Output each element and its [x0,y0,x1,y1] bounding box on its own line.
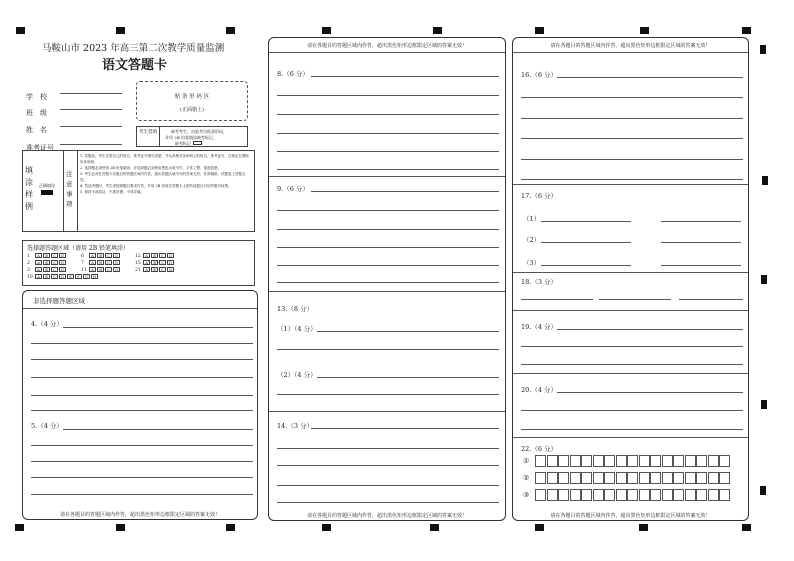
grid-cell[interactable] [650,489,661,501]
choice-row [27,267,67,273]
choice-area [22,240,255,286]
note-item: 3. 考生必须在答题卡各题目的答题区域内作答，超出答题区域书写的答案无效；在草稿纸、试题卷上答题无效。 [80,172,246,182]
choice-grid [27,253,252,285]
grid-cell[interactable] [673,489,684,501]
grid-cell[interactable] [581,489,592,501]
choice-number: 12 [135,254,141,259]
grid-cell[interactable] [627,472,638,484]
choice-bubble[interactable]: D [59,253,66,258]
choice-number: 2 [27,261,30,266]
exam-title: 马鞍山市 2023 年高三第二次教学质量监测 [42,43,225,54]
warning-text: 请在各题目的答题区域内作答，超出黑色矩形边框限定区域的答案无效！ [306,43,467,49]
registration-mark [762,176,768,185]
choice-bubble[interactable]: A [89,253,96,258]
grid-cell[interactable] [673,455,684,467]
choice-bubble[interactable]: B [151,260,158,265]
grid-cell[interactable] [593,455,604,467]
name-label: 姓 名 [26,126,47,134]
grid-cell[interactable] [708,489,719,501]
warning-text: 请在各题目的答题区域内作答，超出黑色矩形边框限定区域的答案无效！ [59,512,220,518]
choice-bubble[interactable]: E [67,274,74,279]
correct-fill-mark [41,190,53,195]
choice-bubble[interactable]: C [159,267,166,272]
registration-mark [760,486,766,495]
grid-cell[interactable] [616,489,627,501]
choice-row [81,260,121,266]
choice-bubble[interactable]: C [51,274,58,279]
registration-mark [322,524,331,531]
grid-cell[interactable] [627,489,638,501]
grid-cell[interactable] [604,489,615,501]
question-17-1-label: （1） [523,215,541,223]
registration-mark [322,27,331,34]
question-13-label: 13.（8 分） [277,305,314,313]
choice-bubble[interactable]: D [167,253,174,258]
choice-number: 3 [27,268,30,273]
note-item: 5. 保持卡面清洁，不准折叠、不得弄破。 [80,190,144,194]
examiner-text-3: 缺考标记 [175,141,191,146]
grid-row-label: ② [523,474,530,482]
choice-bubble[interactable]: A [35,267,42,272]
grid-cell[interactable] [685,472,696,484]
grid-cell[interactable] [627,455,638,467]
grid-cell[interactable] [535,489,546,501]
registration-mark [433,27,442,34]
choice-row [27,253,67,259]
grid-cell[interactable] [558,455,569,467]
non-choice-panel [22,290,258,520]
choice-number: 7 [81,261,84,266]
grid-cell[interactable] [662,489,673,501]
grid-cell[interactable] [685,455,696,467]
grid-cell[interactable] [719,489,730,501]
question-16-label: 16.（6 分） [521,71,558,79]
choice-bubble[interactable]: B [151,253,158,258]
choice-row [81,267,121,273]
choice-bubble[interactable]: A [89,260,96,265]
choice-bubble[interactable]: C [105,253,112,258]
registration-mark [16,27,25,34]
student-field-school[interactable] [26,84,126,101]
choice-bubble[interactable]: C [159,253,166,258]
choice-bubble[interactable]: C [159,260,166,265]
warning-text: 请在各题目的答题区域内作答，超出黑色矩形边框限定区域的答案无效！ [550,43,711,49]
question-17-3-label: （3） [523,259,541,267]
choice-bubble[interactable]: G [83,274,90,279]
choice-number: 21 [135,268,141,273]
grid-row-label: ① [523,457,530,465]
choice-bubble[interactable]: A [143,260,150,265]
grid-cell[interactable] [673,472,684,484]
grid-cell[interactable] [616,455,627,467]
grid-cell[interactable] [719,472,730,484]
registration-mark [116,524,125,531]
grid-cell[interactable] [696,472,707,484]
grid-cell[interactable] [616,472,627,484]
choice-number: 10 [27,275,33,280]
question-8-label: 8.（6 分） [277,70,309,78]
question-19-label: 19.（4 分） [521,323,558,331]
examiner-box [136,126,248,147]
writing-grid[interactable] [523,455,738,505]
registration-mark [760,45,766,54]
notes-list [80,153,252,195]
choice-row [135,253,175,259]
grid-cell[interactable] [650,455,661,467]
question-17-label: 17.（6 分） [521,192,558,200]
choice-bubble[interactable]: D [167,260,174,265]
question-22-label: 22.（6 分） [521,445,558,453]
student-field-exam-number[interactable] [26,135,126,152]
registration-mark [761,275,767,284]
question-20-label: 20.（4 分） [521,386,558,394]
fill-sample-title: 填涂样例 [25,166,33,211]
choice-bubble[interactable]: D [59,267,66,272]
grid-cell[interactable] [535,472,546,484]
choice-bubble[interactable]: C [105,267,112,272]
registration-mark [640,27,649,34]
question-18-label: 18.（3 分） [521,278,558,286]
choice-number: 15 [135,261,141,266]
grid-cell[interactable] [662,472,673,484]
choice-bubble[interactable]: A [143,267,150,272]
grid-cell[interactable] [604,472,615,484]
question-13-2-label: （2）（4 分） [277,371,317,379]
grid-cell[interactable] [593,489,604,501]
fill-sample-box [22,150,255,232]
registration-mark [535,27,544,34]
grid-cell[interactable] [547,472,558,484]
choice-bubble[interactable]: D [113,253,120,258]
grid-cell[interactable] [558,472,569,484]
grid-cell[interactable] [558,489,569,501]
grid-cell[interactable] [535,455,546,467]
note-item: 2. 选择题必须使用 2B 铅笔填涂；非选择题必须使用黑色水笔书写，字体工整、笔迹清楚。 [80,166,221,170]
grid-cell[interactable] [696,489,707,501]
grid-cell[interactable] [570,489,581,501]
correct-fill-label: 正确填涂 [39,183,55,188]
choice-bubble[interactable]: H [92,275,97,279]
right-panel [512,37,749,521]
choice-bubble[interactable]: A [89,267,96,272]
choice-bubble[interactable]: A [35,260,42,265]
class-label: 班 级 [26,109,47,117]
registration-mark [116,27,125,34]
student-field-name[interactable] [26,117,126,134]
grid-cell[interactable] [639,489,650,501]
registration-mark [226,524,235,531]
grid-cell[interactable] [593,472,604,484]
choice-row [81,253,121,259]
grid-cell[interactable] [547,455,558,467]
choice-bubble[interactable]: B [151,267,158,272]
choice-row [27,260,67,266]
school-label: 学 校 [26,93,47,101]
choice-bubble[interactable]: A [35,253,42,258]
choice-bubble[interactable]: B [43,260,50,265]
grid-cell[interactable] [547,489,558,501]
choice-bubble[interactable]: D [59,260,66,265]
grid-cell[interactable] [685,489,696,501]
note-item: 1. 答题前，考生先将自己的姓名、准考证号填写清楚，并认真核对条形码上的姓名、准考证号，在规定位置贴好条形码。 [80,154,249,164]
choice-header: 选择题答题区域（请用 2B 铅笔填涂） [27,245,130,252]
middle-panel [268,37,506,521]
registration-mark [15,524,24,531]
examiner-text-1: 缺考考生，由监考员贴条形码， [171,129,227,134]
choice-row [135,267,175,273]
barcode-area [136,81,248,121]
registration-mark [535,524,544,531]
question-14-label: 14.（3 分） [277,422,314,430]
examiner-label: 考生禁填 [139,130,157,135]
examiner-text-2: 并用 2B 铅笔填涂缺考标记。 [165,135,218,140]
question-17-2-label: （2） [523,236,541,244]
grid-cell[interactable] [696,455,707,467]
absent-checkbox[interactable] [193,141,202,145]
choice-bubble[interactable]: D [167,267,174,272]
question-5-label: 5.（4 分） [31,422,63,430]
choice-bubble[interactable]: C [51,267,58,272]
choice-bubble[interactable]: B [97,253,104,258]
choice-number: 1 [27,254,30,259]
registration-mark [639,524,648,531]
choice-bubble[interactable]: B [43,267,50,272]
grid-cell[interactable] [581,455,592,467]
warning-text: 请在各题目的答题区域内作答，超出黑色矩形边框限定区域的答案无效！ [306,513,467,519]
choice-bubble[interactable]: B [43,253,50,258]
choice-bubble[interactable]: C [51,260,58,265]
non-choice-header: 非选择题答题区域 [33,297,85,305]
registration-mark [226,27,235,34]
warning-text: 请在各题目的答题区域内作答，超出黑色矩形边框限定区域的答案无效！ [550,513,711,519]
note-item: 4. 答选考题时，考生须按照题目要求作答，并用 2B 铅笔在答题卡上把所选题目对应的题号涂黑。 [80,184,232,188]
choice-bubble[interactable]: A [35,274,42,279]
registration-mark [742,524,751,531]
choice-bubble[interactable]: B [97,267,104,272]
choice-number: 6 [81,254,84,259]
choice-bubble[interactable]: C [105,260,112,265]
choice-bubble[interactable]: D [59,274,66,279]
choice-bubble[interactable]: B [43,274,50,279]
choice-bubble[interactable]: D [113,260,120,265]
grid-cell[interactable] [639,472,650,484]
grid-cell[interactable] [639,455,650,467]
grid-cell[interactable] [708,455,719,467]
grid-cell[interactable] [604,455,615,467]
question-13-1-label: （1）（4 分） [277,325,317,333]
question-9-label: 9.（6 分） [277,185,309,193]
choice-number: 11 [81,268,87,273]
grid-cell[interactable] [570,455,581,467]
registration-mark [430,524,439,531]
choice-bubble[interactable]: C [51,253,58,258]
choice-row [27,274,99,280]
registration-mark [742,27,751,34]
grid-cell[interactable] [570,472,581,484]
grid-cell[interactable] [581,472,592,484]
registration-mark [761,400,767,409]
choice-row [135,260,175,266]
choice-bubble[interactable]: A [143,253,150,258]
barcode-title: 贴 条 形 码 区 [174,94,210,100]
choice-bubble[interactable]: B [97,260,104,265]
grid-cell[interactable] [650,472,661,484]
grid-row-label: ③ [523,491,530,499]
exam-number-label: 准考证号 [26,144,54,152]
card-title: 语文答题卡 [102,58,168,73]
grid-cell[interactable] [708,472,719,484]
choice-bubble[interactable]: D [113,267,120,272]
choice-bubble[interactable]: F [75,274,82,279]
notes-heading: 注意事项 [66,170,73,208]
grid-cell[interactable] [662,455,673,467]
barcode-subtitle: (正面朝上) [180,107,204,113]
grid-cell[interactable] [719,455,730,467]
student-field-class[interactable] [26,100,126,117]
question-4-label: 4.（4 分） [31,320,63,328]
